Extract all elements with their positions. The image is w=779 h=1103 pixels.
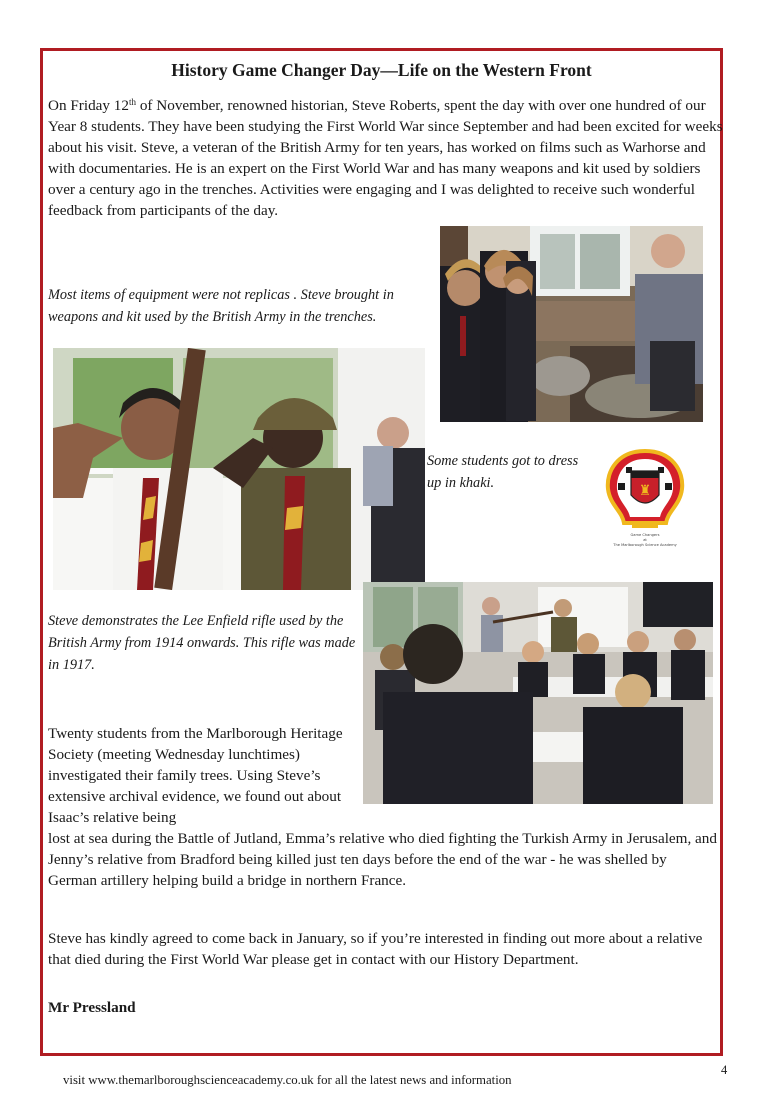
caption-rifle: Steve demonstrates the Lee Enfield rifle used by the British Army from 1914 onwards. This rifle was made in 1917. [48, 613, 356, 673]
game-changers-logo [604, 447, 686, 553]
svg-text:♜: ♜ [638, 483, 652, 499]
footer-website-note: visit www.themarlboroughscienceacademy.co.uk for all the latest news and information [63, 1073, 512, 1087]
heritage-paragraph-start: Twenty students from the Marlborough Heritage Society (meeting Wednesday lunchtimes) investigated their family trees. Using Steve’s extensive archival evidence, we found out about Isaac’s relative being [48, 725, 343, 827]
logo-text-line3: The Marlborough Science Academy [613, 543, 677, 547]
page-number: 4 [721, 1063, 728, 1077]
intro-text-start: On Friday 12 [48, 97, 129, 114]
bulb-crest-logo [604, 447, 686, 553]
intro-ordinal-suffix: th [129, 97, 137, 107]
closing-paragraph: Steve has kindly agreed to come back in January, so if you’re interested in finding out more about a relative that died during the First World War please get in contact with our History Department. [48, 930, 703, 969]
intro-text-rest: of November, renowned historian, Steve Roberts, spent the day with over one hundred of our Year 8 students. They have been studying the First World War since September and had been excited for weeks about his visit. Steve, a veteran of the British Army for ten years, has worked on films such as Warhorse and with documentaries. He is an expert on the First World War and has many weapons and kit used by soldiers over a century ago in the trenches. Activities were engaging and I was delighted to receive such wonderful feedback from participants of the day. [48, 97, 723, 220]
logo-text-line1: Game Changers [630, 533, 660, 537]
caption-equipment: Most items of equipment were not replicas . Steve brought in weapons and kit used by the British Army in the trenches. [48, 287, 394, 325]
author-signature: Mr Pressland [48, 999, 136, 1016]
caption-khaki: Some students got to dress up in khaki. [427, 453, 579, 491]
heritage-paragraph-continued: lost at sea during the Battle of Jutland, Emma’s relative who died fighting the Turkish Army in Jerusalem, and Jenny’s relative from Bradford being killed just ten days before the end of the war - he was shelled by German artillery helping build a bridge in northern France. [48, 830, 717, 890]
photo-equipment-display [440, 226, 703, 422]
intro-paragraph [48, 95, 724, 222]
article-title: History Game Changer Day—Life on the Western Front [171, 60, 592, 80]
logo-text-line2: at [643, 538, 647, 542]
photo-classroom-demonstration [363, 582, 713, 804]
photo-students-saluting [53, 348, 425, 590]
